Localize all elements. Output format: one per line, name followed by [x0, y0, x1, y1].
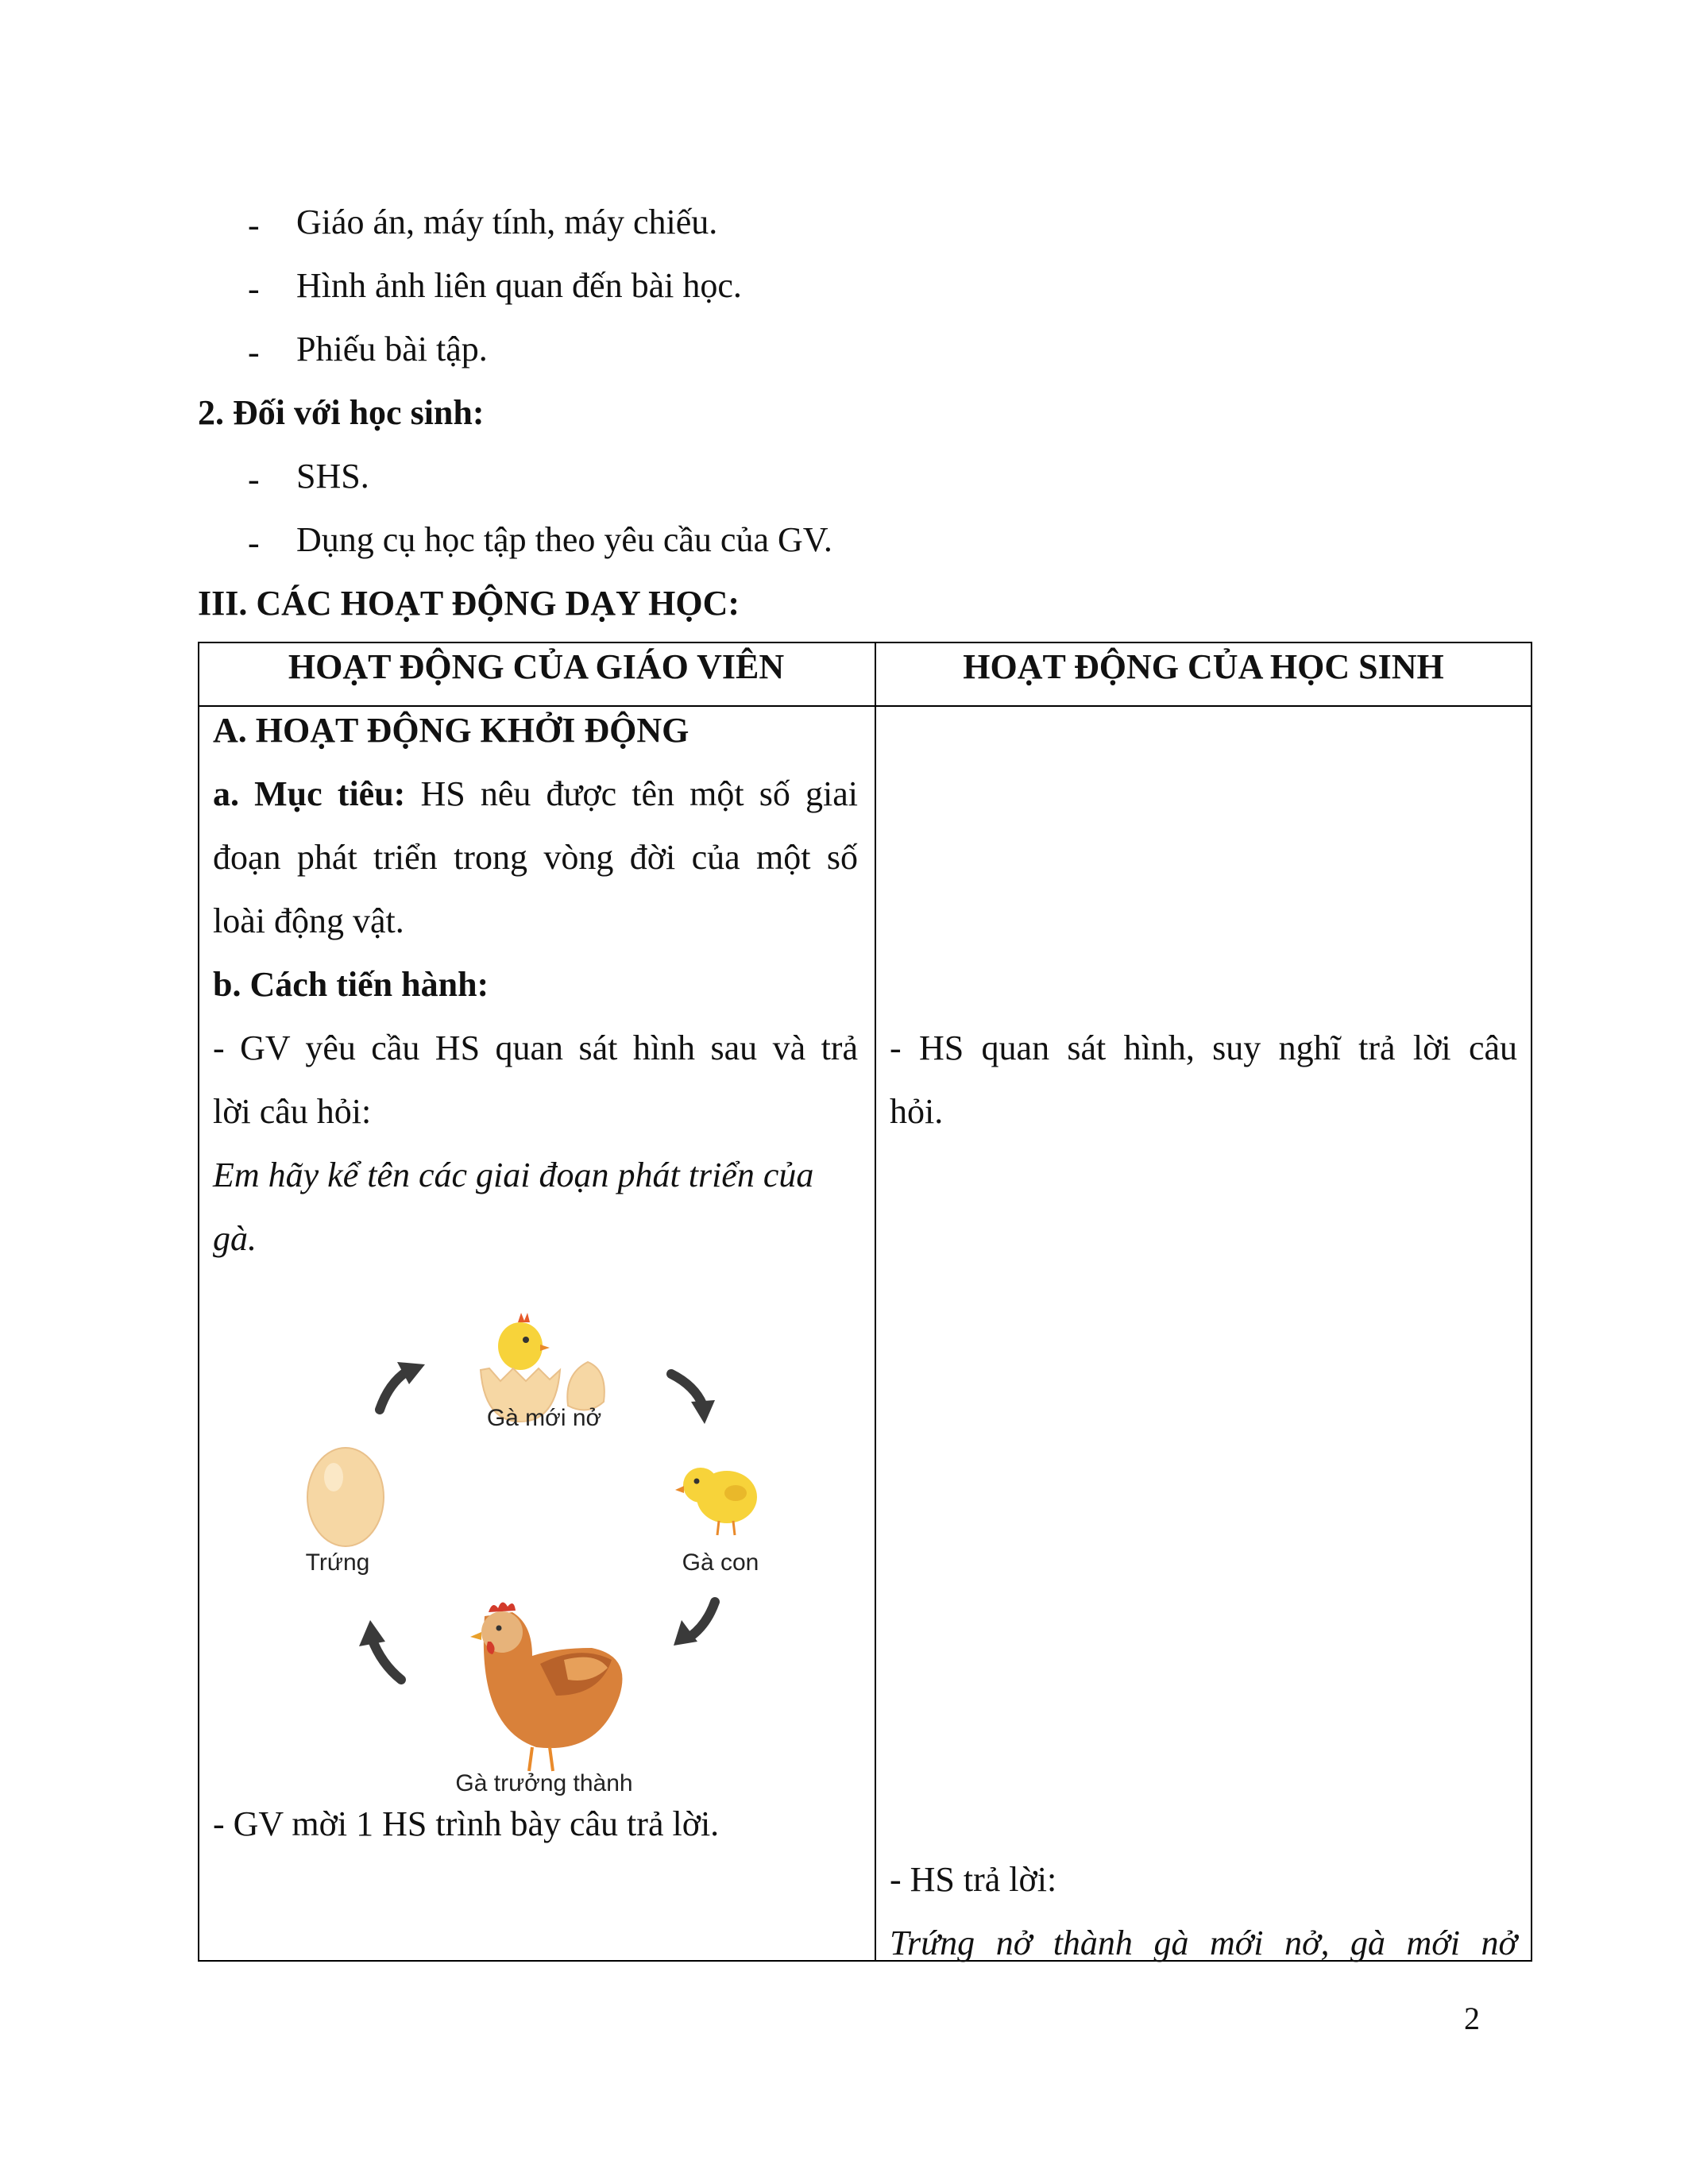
- bullet-dash: -: [248, 460, 260, 499]
- teacher-item-1: Giáo án, máy tính, máy chiếu.: [296, 203, 718, 241]
- table-column-divider: [875, 642, 876, 1962]
- section-heading: III. CÁC HOẠT ĐỘNG DẠY HỌC:: [198, 584, 740, 623]
- method-label: b. Cách tiến hành:: [213, 965, 489, 1004]
- gv-invite: - GV mời 1 HS trình bày câu trả lời.: [213, 1804, 720, 1843]
- bullet-dash: -: [248, 523, 260, 562]
- hs-observe-line-1: - HS quan sát hình, suy nghĩ trả lời câu: [890, 1028, 1517, 1067]
- egg-illustration: [307, 1448, 384, 1546]
- student-heading: 2. Đối với học sinh:: [198, 393, 485, 432]
- hs-answer-italic: Trứng nở thành gà mới nở, gà mới nở: [890, 1924, 1517, 1962]
- teacher-item-3: Phiếu bài tập.: [296, 330, 488, 369]
- page-number: 2: [1464, 2001, 1480, 2036]
- header-student: HOẠT ĐỘNG CỦA HỌC SINH: [963, 647, 1444, 686]
- teacher-item-2: Hình ảnh liên quan đến bài học.: [296, 266, 742, 305]
- objective-line-2: đoạn phát triển trong vòng đời của một số: [213, 838, 858, 877]
- hs-answer: - HS trả lời:: [890, 1860, 1057, 1899]
- adult-label: Gà trưởng thành: [455, 1770, 633, 1796]
- table-header-divider: [198, 705, 1532, 707]
- question-line-2: gà.: [213, 1219, 257, 1258]
- chick-label: Gà con: [682, 1549, 759, 1576]
- life-cycle-svg: [294, 1283, 786, 1799]
- gv-instruction-line-2: lời câu hỏi:: [213, 1092, 372, 1131]
- arrow-chick-to-adult: [674, 1602, 715, 1646]
- bullet-dash: -: [248, 269, 260, 308]
- hs-observe-line-2: hỏi.: [890, 1092, 944, 1131]
- hen-illustration: [470, 1602, 622, 1771]
- objective-line-3: loài động vật.: [213, 901, 404, 940]
- hatchling-label: Gà mới nở: [486, 1405, 602, 1431]
- section-a-title: A. HOẠT ĐỘNG KHỞI ĐỘNG: [213, 711, 689, 750]
- chick-illustration: [675, 1468, 757, 1535]
- egg-label: Trứng: [305, 1549, 370, 1576]
- student-item-1: SHS.: [296, 457, 369, 496]
- bullet-dash: -: [248, 206, 260, 245]
- header-teacher: HOẠT ĐỘNG CỦA GIÁO VIÊN: [288, 647, 785, 686]
- arrow-hatchling-to-chick: [671, 1374, 715, 1424]
- student-item-2: Dụng cụ học tập theo yêu cầu của GV.: [296, 520, 832, 559]
- objective-line-1: [213, 774, 858, 813]
- arrow-egg-to-hatchling: [380, 1362, 425, 1410]
- gv-instruction-line-1: - GV yêu cầu HS quan sát hình sau và trả: [213, 1028, 858, 1067]
- arrow-adult-to-egg: [359, 1620, 401, 1680]
- bullet-dash: -: [248, 333, 260, 372]
- objective-text-1: HS nêu được tên một số giai: [420, 774, 858, 813]
- objective-label: a. Mục tiêu:: [213, 774, 406, 813]
- question-line-1: Em hãy kể tên các giai đoạn phát triển của: [213, 1156, 814, 1194]
- chicken-life-cycle-diagram: [294, 1283, 786, 1799]
